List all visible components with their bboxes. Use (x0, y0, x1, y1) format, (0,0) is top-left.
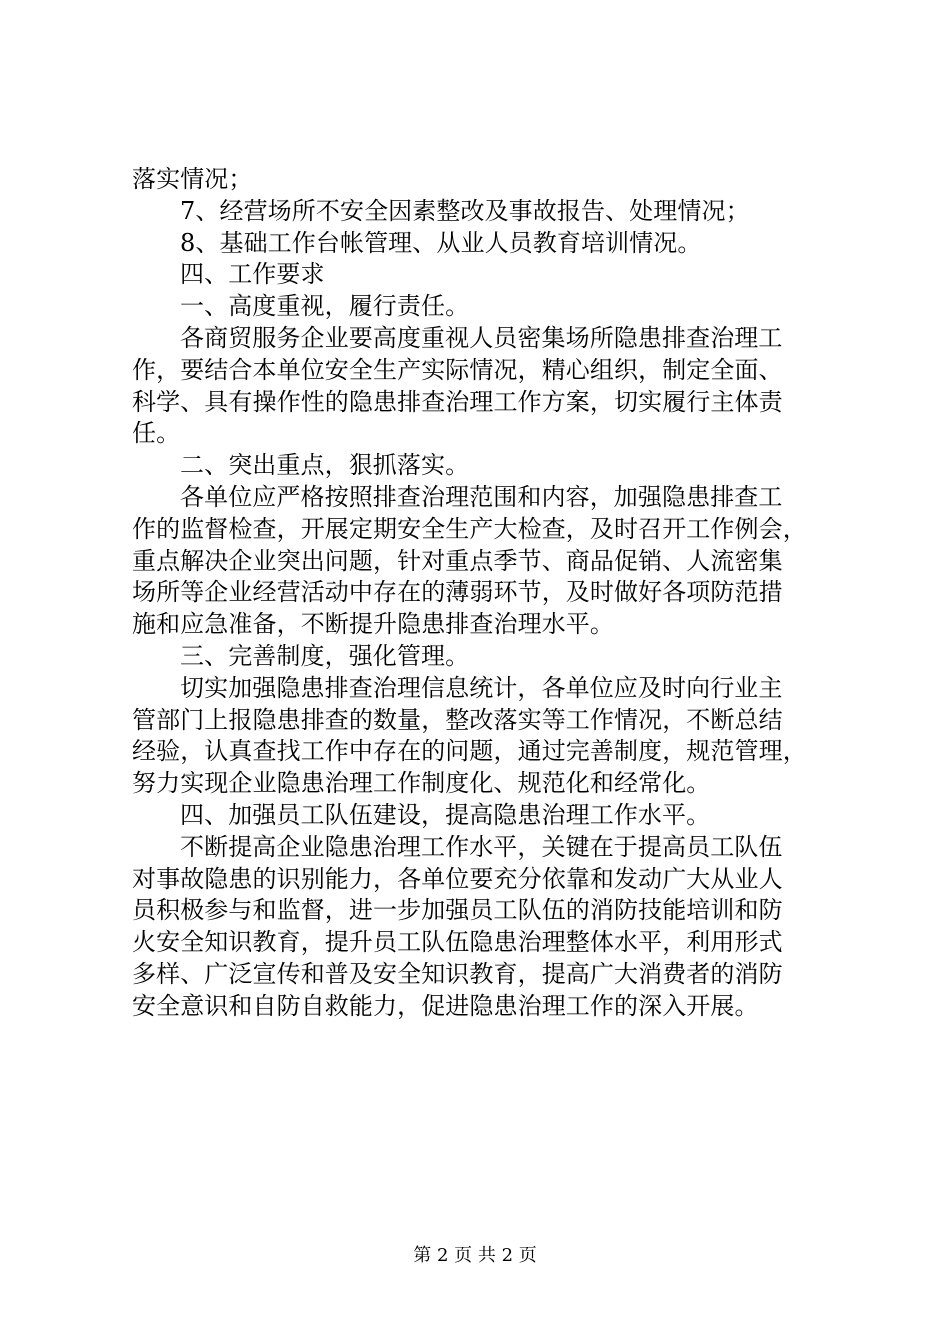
text-line: 经验，认真查找工作中存在的问题，通过完善制度，规范管理， (132, 737, 807, 766)
text-line: 四、加强员工队伍建设，提高隐患治理工作水平。 (180, 800, 711, 829)
text-line: 科学、具有操作性的隐患排查治理工作方案，切实履行主体责 (132, 387, 783, 416)
text-line: 施和应急准备，不断提升隐患排查治理水平。 (132, 610, 614, 639)
text-line: 各单位应严格按照排查治理范围和内容，加强隐患排查工 (180, 482, 783, 511)
text-line: 切实加强隐患排查治理信息统计，各单位应及时向行业主 (180, 673, 783, 702)
page-footer: 第 2 页 共 2 页 (413, 1245, 537, 1266)
text-line: 多样、广泛宣传和普及安全知识教育，提高广大消费者的消防 (132, 959, 783, 988)
text-line: 任。 (132, 419, 181, 448)
text-line: 作，要结合本单位安全生产实际情况，精心组织，制定全面、 (132, 355, 783, 384)
text-line: 努力实现企业隐患治理工作制度化、规范化和经常化。 (132, 769, 711, 798)
text-line: 各商贸服务企业要高度重视人员密集场所隐患排查治理工 (180, 323, 783, 352)
text-line: 不断提高企业隐患治理工作水平，关键在于提高员工队伍 (180, 832, 783, 861)
text-line: 员积极参与和监督，进一步加强员工队伍的消防技能培训和防 (132, 896, 783, 925)
text-line: 一、高度重视，履行责任。 (180, 292, 470, 321)
text-line: 二、突出重点，狠抓落实。 (180, 451, 470, 480)
text-line: 三、完善制度，强化管理。 (180, 641, 470, 670)
text-line: 对事故隐患的识别能力，各单位要充分依靠和发动广大从业人 (132, 864, 783, 893)
text-line: 场所等企业经营活动中存在的薄弱环节，及时做好各项防范措 (132, 578, 783, 607)
text-line: 安全意识和自防自救能力，促进隐患治理工作的深入开展。 (132, 991, 759, 1020)
text-line: 四、工作要求 (180, 260, 325, 289)
text-line: 火安全知识教育，提升员工队伍隐患治理整体水平，利用形式 (132, 928, 783, 957)
text-line: 作的监督检查，开展定期安全生产大检查，及时召开工作例会， (132, 514, 807, 543)
document-body (132, 164, 832, 1023)
text-line: 管部门上报隐患排查的数量，整改落实等工作情况，不断总结 (132, 705, 783, 734)
text-line: 7、经营场所不安全因素整改及事故报告、处理情况； (180, 196, 750, 225)
text-line: 重点解决企业突出问题，针对重点季节、商品促销、人流密集 (132, 546, 783, 575)
text-line: 8、基础工作台帐管理、从业人员教育培训情况。 (180, 228, 702, 257)
text-line: 落实情况； (132, 165, 253, 193)
